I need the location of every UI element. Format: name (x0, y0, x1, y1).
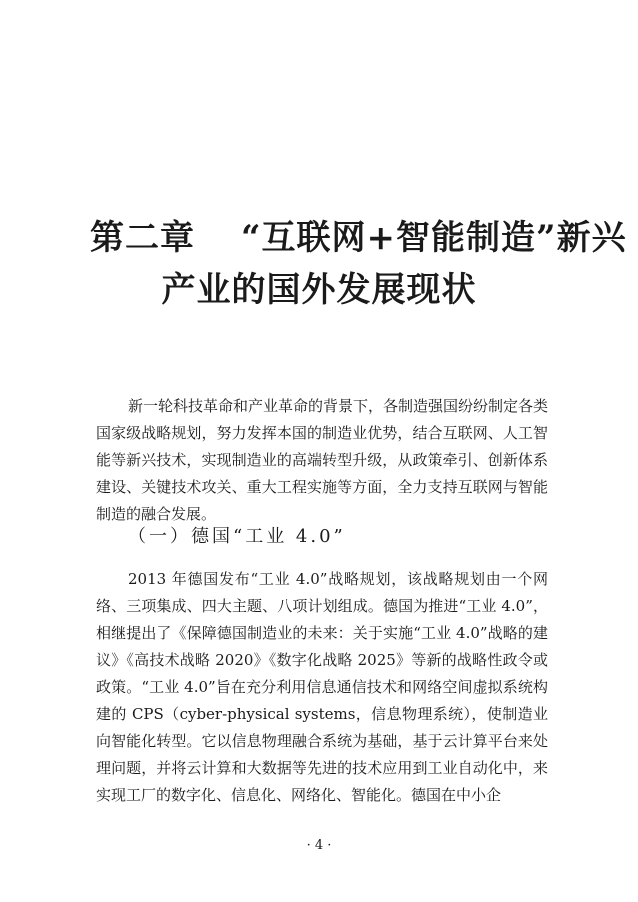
intro-paragraph: 新一轮科技革命和产业革命的背景下，各制造强国纷纷制定各类国家级战略规划，努力发挥本国的制造业优势，结合互联网、人工智能等新兴技术，实现制造业的高端转型升级，从政策牵引、创新体系建设、关键技术攻关、重大工程实施等方面，全力支持互联网与智能制造的融合发展。 (96, 397, 549, 523)
germany-section (96, 566, 548, 809)
chapter-number: 第二章 (90, 218, 195, 258)
page-number: · 4 · (306, 838, 332, 853)
chapter-title (60, 212, 627, 316)
germany-paragraph: 2013 年德国发布“工业 4.0”战略规划，该战略规划由一个网络、三项集成、四大主题、八项计划组成。德国为推进“工业 4.0”，相继提出了《保障德国制造业的未来：关于实施“工业 4.0”战略的建议》《高技术战略 2020》《数字化战略 2025》等新的战略性政令或政策。“工业 4.0”旨在充分利用信息通信技术和网络空间虚拟系统构建的 CPS（cyber-physical systems，信息物理系统），使制造业向智能化转型。它以信息物理融合系统为基础，基于云计算平台来处理问题，并将云计算和大数据等先进的技术应用到工业自动化中，来实现工厂的数字化、信息化、网络化、智能化。德国在中小企 (96, 570, 548, 804)
intro-section (96, 393, 548, 528)
section-heading: （一）德国“工业 4.0” (128, 526, 346, 547)
chapter-title-line-1 (60, 212, 627, 264)
chapter-title-text: “互联网+智能制造”新兴 (241, 218, 627, 258)
chapter-title-line-2: 产业的国外发展现状 (161, 270, 477, 310)
